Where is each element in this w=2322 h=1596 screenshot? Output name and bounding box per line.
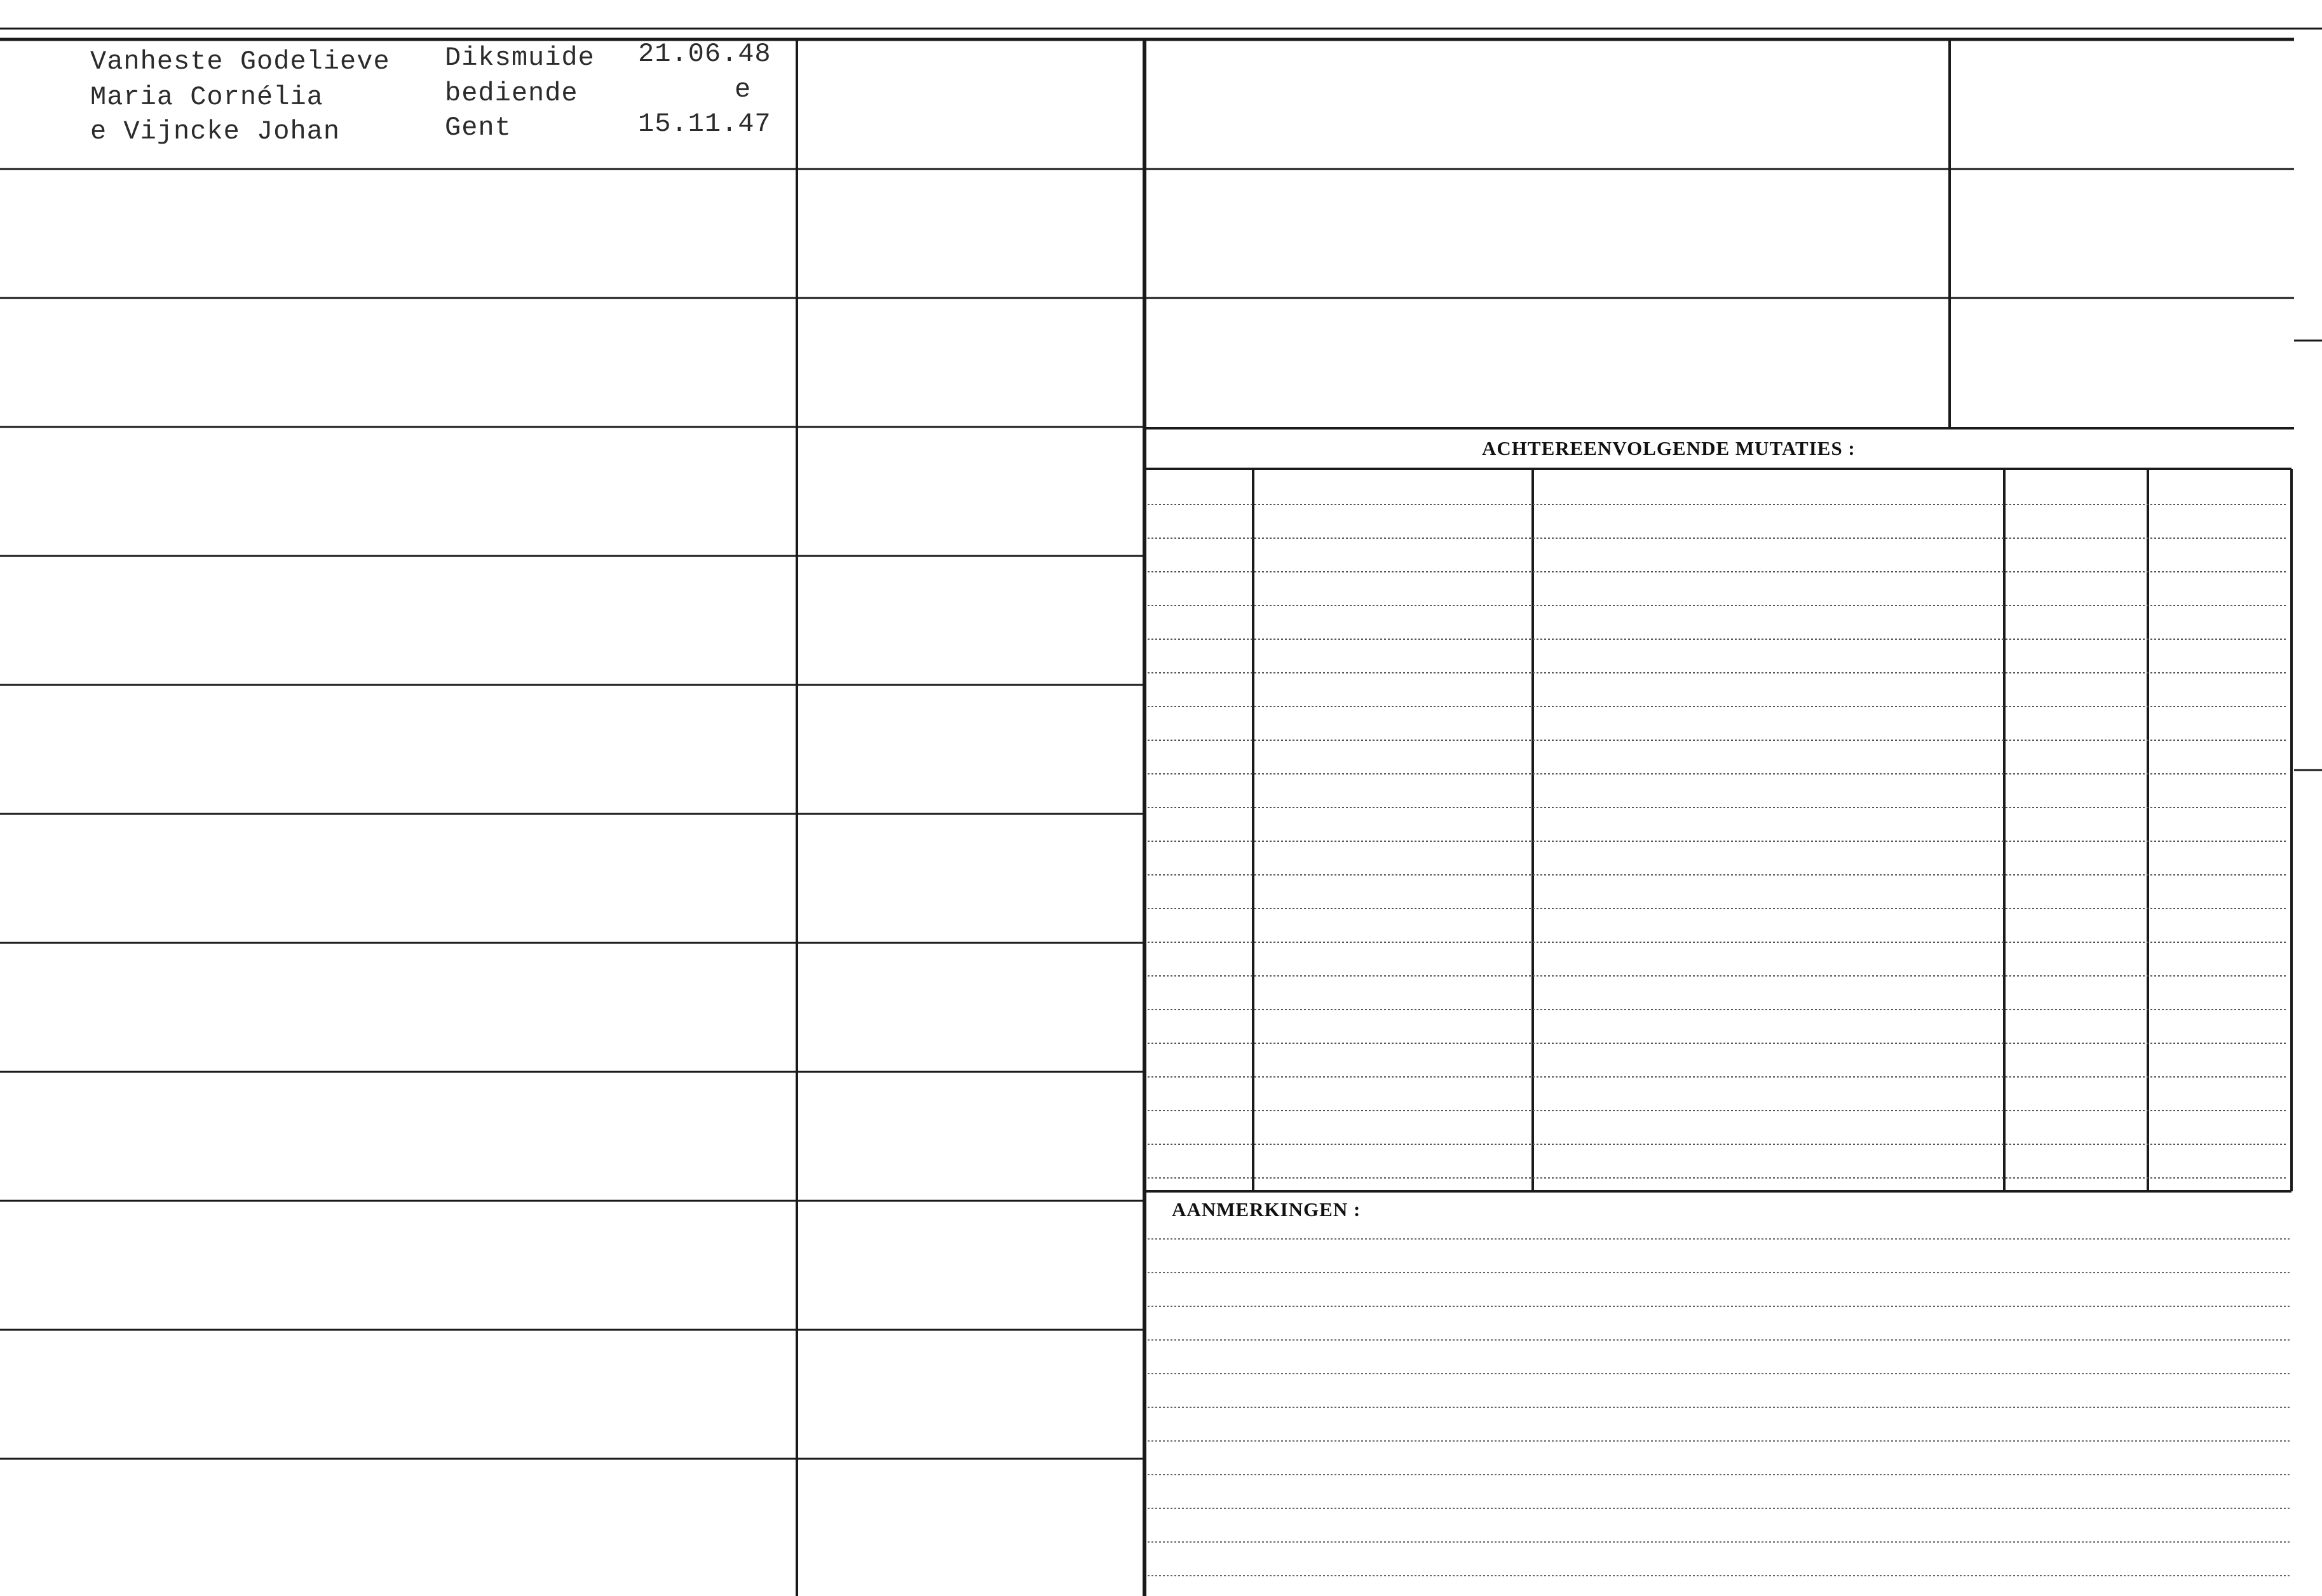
name-line-1: Vanheste Godelieve bbox=[90, 46, 390, 77]
mutations-table bbox=[1144, 469, 2291, 1191]
remarks-area bbox=[1148, 1239, 2291, 1576]
mutations-ruled-lines bbox=[1148, 504, 2288, 1178]
date-line-1: 21.06.48 bbox=[638, 39, 771, 69]
left-register-columns bbox=[797, 39, 1144, 1596]
remarks-heading: AANMERKINGEN : bbox=[1172, 1198, 1361, 1221]
typed-record bbox=[90, 39, 771, 147]
name-line-3: e Vijncke Johan bbox=[90, 116, 341, 147]
place-line-3: Gent bbox=[445, 112, 512, 143]
date-line-2: e bbox=[735, 74, 752, 105]
mutations-heading: ACHTEREENVOLGENDE MUTATIES : bbox=[1482, 437, 1856, 459]
right-top-block bbox=[1144, 39, 2322, 770]
date-line-3: 15.11.47 bbox=[638, 109, 771, 139]
top-border bbox=[0, 29, 2322, 39]
name-line-2: Maria Cornélia bbox=[90, 82, 323, 112]
left-register-rows bbox=[0, 169, 1144, 1459]
place-line-2: bediende bbox=[445, 78, 578, 109]
remarks-ruled-lines bbox=[1148, 1239, 2291, 1576]
place-line-1: Diksmuide bbox=[445, 43, 595, 73]
